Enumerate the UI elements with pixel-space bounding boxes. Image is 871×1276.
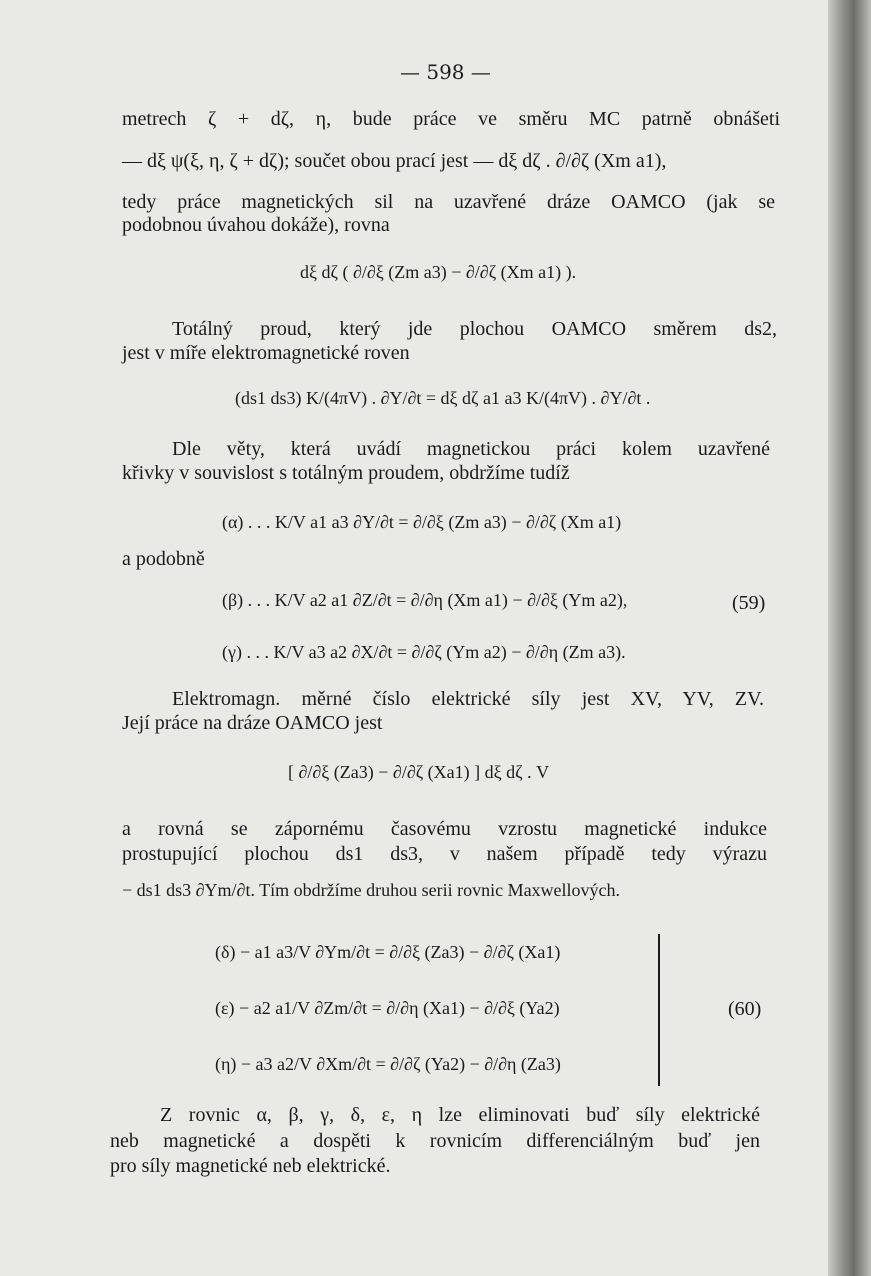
text-line: — dξ ψ(ξ, η, ζ + dζ); součet obou prací jest — dξ dζ . ∂/∂ζ (Xm a1), (122, 150, 667, 172)
text-line: − ds1 ds3 ∂Ym/∂t. Tím obdržíme druhou serii rovnic Maxwellových. (122, 880, 621, 900)
equation-magnetic-work: dξ dζ ( ∂/∂ξ (Zm a3) − ∂/∂ζ (Xm a1) ). (300, 262, 577, 282)
text-line: Totálný proud, který jde plochou OAMCO směrem ds2, (172, 318, 777, 340)
text-line: Dle věty, která uvádí magnetickou práci kolem uzavřené (172, 438, 770, 460)
text-line: tedy práce magnetických sil na uzavřené dráze OAMCO (jak se (122, 191, 775, 213)
equation-total-current: (ds1 ds3) K/(4πV) . ∂Y/∂t = dξ dζ a1 a3 K/(4πV) . ∂Y/∂t . (235, 388, 651, 408)
equation-epsilon: (ε) − a2 a1/V ∂Zm/∂t = ∂/∂η (Xa1) − ∂/∂ξ (Ya2) (215, 998, 560, 1018)
text-line: prostupující plochou ds1 ds3, v našem případě tedy výrazu (122, 843, 767, 865)
equation-eta: (η) − a3 a2/V ∂Xm/∂t = ∂/∂ζ (Ya2) − ∂/∂η (Za3) (215, 1054, 561, 1074)
text-line: jest v míře elektromagnetické roven (122, 342, 410, 364)
text-line: metrech ζ + dζ, η, bude práce ve směru MC patrně obnášeti (122, 108, 780, 130)
equation-label-59: (59) (732, 592, 766, 614)
text-line: Elektromagn. měrné číslo elektrické síly jest XV, YV, ZV. (172, 688, 764, 710)
text-line: pro síly magnetické neb elektrické. (110, 1155, 391, 1177)
text-line: podobnou úvahou dokáže), rovna (122, 214, 390, 236)
equation-label-60: (60) (728, 998, 762, 1020)
page-number: — 598 — (400, 60, 491, 84)
text-line: neb magnetické a dospěti k rovnicím differenciálným buď jen (110, 1130, 760, 1152)
text-line: a rovná se zápornému časovému vzrostu magnetické indukce (122, 818, 767, 840)
equation-beta: (β) . . . K/V a2 a1 ∂Z/∂t = ∂/∂η (Xm a1) − ∂/∂ξ (Ym a2), (222, 590, 628, 610)
text-line: Její práce na dráze OAMCO jest (122, 712, 383, 734)
text-line: Z rovnic α, β, γ, δ, ε, η lze eliminovati buď síly elektrické (160, 1104, 760, 1126)
equation-electric-work: [ ∂/∂ξ (Za3) − ∂/∂ζ (Xa1) ] dξ dζ . V (288, 762, 550, 782)
text-line: a podobně (122, 548, 205, 570)
equation-brace (648, 934, 660, 1086)
book-spine (828, 0, 871, 1276)
equation-alpha: (α) . . . K/V a1 a3 ∂Y/∂t = ∂/∂ξ (Zm a3) − ∂/∂ζ (Xm a1) (222, 512, 622, 532)
equation-delta: (δ) − a1 a3/V ∂Ym/∂t = ∂/∂ξ (Za3) − ∂/∂ζ (Xa1) (215, 942, 561, 962)
text-line: křivky v souvislost s totálným proudem, obdržíme tudíž (122, 462, 570, 484)
equation-gamma: (γ) . . . K/V a3 a2 ∂X/∂t = ∂/∂ζ (Ym a2) − ∂/∂η (Zm a3). (222, 642, 626, 662)
